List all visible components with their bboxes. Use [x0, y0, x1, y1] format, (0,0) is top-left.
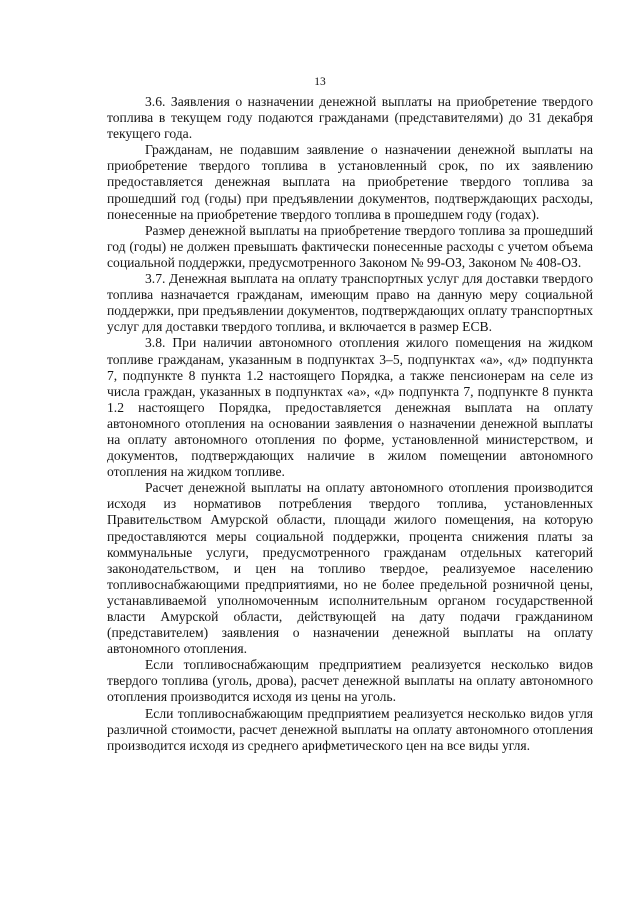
paragraph-fuel-types: Если топливоснабжающим предприятием реализуется несколько видов твердого топлива (уголь, дрова), расчет денежной выплаты на оплату автономного отопления производится исходя из цены на уголь.: [107, 657, 593, 705]
paragraph-calculation: Расчет денежной выплаты на оплату автономного отопления производится исходя из нормативов потребления твердого топлива, установленных Правительством Амурской области, площади жилого помещения, на которую предоставляются меры социальной поддержки, процента снижения платы за коммунальные услуги, предусмотренного гражданам отдельных категорий законодательством, и цен на топливо твердое, реализуемое населению топливоснабжающими предприятиями, но не более предельной розничной цены, устанавливаемой уполномоченным исполнительным органом государственной власти Амурской области, действующей на дату подачи гражданином (представителем) заявления о назначении денежной выплаты на оплату автономного отопления.: [107, 480, 593, 657]
document-body: [107, 94, 593, 754]
paragraph-3-8: 3.8. При наличии автономного отопления жилого помещения на жидком топливе гражданам, указанным в подпунктах 3–5, подпунктах «а», «д» подпункта 7, подпункте 8 пункта 1.2 настоящего Порядка, а также пенсионерам на селе из числа граждан, указанных в подпунктах «а», «д» подпункта 7, подпункте 8 пункта 1.2 настоящего Порядка, предоставляется денежная выплата на оплату автономного отопления на основании заявления о назначении денежной выплаты на оплату автономного отопления по форме, установленной министерством, и документов, подтверждающих наличие в жилом помещении автономного отопления на жидком топливе.: [107, 335, 593, 480]
paragraph-coal-prices: Если топливоснабжающим предприятием реализуется несколько видов угля различной стоимости, расчет денежной выплаты на оплату автономного отопления производится исходя из среднего арифметического цен на все виды угля.: [107, 705, 593, 753]
paragraph-3-6: 3.6. Заявления о назначении денежной выплаты на приобретение твердого топлива в текущем году подаются гражданами (представителями) до 31 декабря текущего года.: [107, 94, 593, 142]
page-number: 13: [314, 76, 326, 88]
paragraph-3-7: 3.7. Денежная выплата на оплату транспортных услуг для доставки твердого топлива назначается гражданам, имеющим право на данную меру социальной поддержки, при предъявлении документов, подтверждающих оплату транспортных услуг для доставки твердого топлива, и включается в размер ЕСВ.: [107, 271, 593, 335]
paragraph-payment-limit: Размер денежной выплаты на приобретение твердого топлива за прошедший год (годы) не должен превышать фактически понесенные расходы с учетом объема социальной поддержки, предусмотренного Законом № 99-ОЗ, Законом № 408-ОЗ.: [107, 222, 593, 270]
paragraph-late-application: Гражданам, не подавшим заявление о назначении денежной выплаты на приобретение твердого топлива в установленный срок, по их заявлению предоставляется денежная выплата на приобретение твердого топлива за прошедший год (годы) при предъявлении документов, подтверждающих расходы, понесенные на приобретение твердого топлива в прошедшем году (годах).: [107, 142, 593, 222]
